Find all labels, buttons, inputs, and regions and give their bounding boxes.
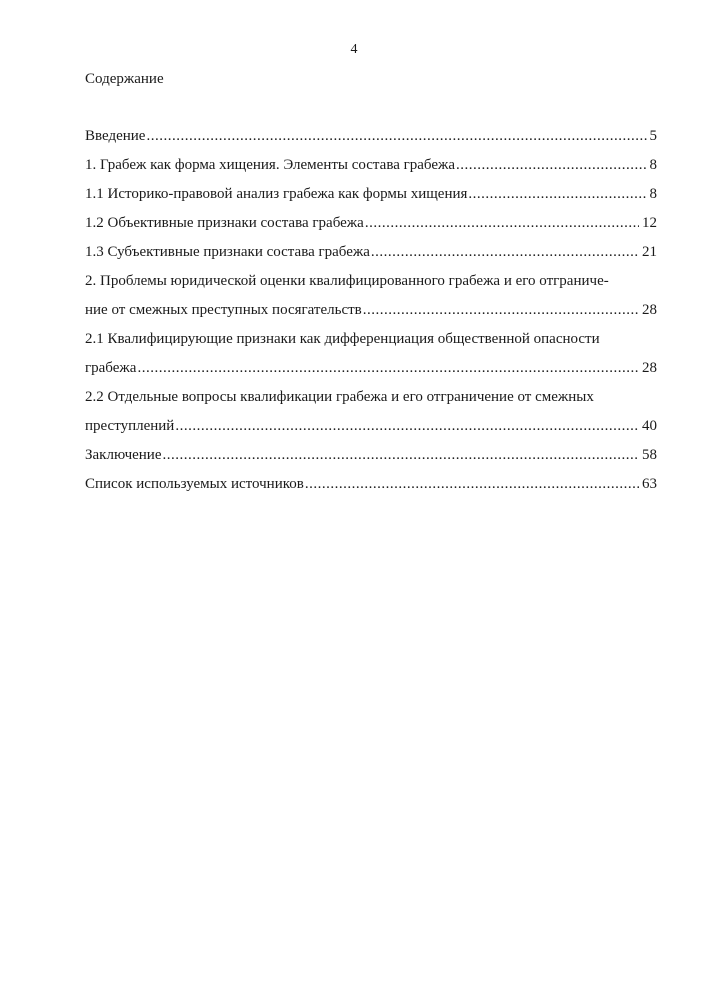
toc-entry-page: 28 — [642, 302, 657, 318]
toc-entry-text: 1.1 Историко-правовой анализ грабежа как формы хищения — [85, 186, 468, 202]
toc-leader-dots — [146, 122, 646, 151]
toc-entry-page: 8 — [649, 157, 657, 173]
toc-entry-text: грабежа — [85, 360, 137, 376]
toc-entry — [85, 122, 657, 151]
toc-entry-text: 1. Грабеж как форма хищения. Элементы состава грабежа — [85, 157, 456, 173]
toc-entry-text: 1.2 Объективные признаки состава грабежа — [85, 215, 364, 231]
toc-leader-dots — [305, 470, 639, 499]
toc-entry-first-line: 2.1 Квалифицирующие признаки как дифференциация общественной опасности — [85, 331, 600, 347]
table-of-contents — [85, 122, 657, 499]
toc-entry-text: 1.3 Субъективные признаки состава грабежа — [85, 244, 370, 260]
toc-entry-first-line: 2. Проблемы юридической оценки квалифицированного грабежа и его отграниче- — [85, 273, 609, 289]
toc-leader-dots — [371, 238, 639, 267]
toc-entry-page: 28 — [642, 360, 657, 376]
toc-entry-text: Введение — [85, 128, 146, 144]
page-number: 4 — [350, 42, 358, 57]
toc-entry-first-line: 2.2 Отдельные вопросы квалификации грабежа и его отграничение от смежных — [85, 389, 594, 405]
toc-entry — [85, 238, 657, 267]
toc-entry-page: 8 — [649, 186, 657, 202]
toc-entry — [85, 354, 657, 383]
toc-entry-text: ние от смежных преступных посягательств — [85, 302, 362, 318]
toc-leader-dots — [137, 354, 639, 383]
toc-entry-page: 40 — [642, 418, 657, 434]
toc-leader-dots — [456, 151, 646, 180]
toc-entry-page: 5 — [649, 128, 657, 144]
toc-entry-page: 63 — [642, 476, 657, 492]
toc-entry — [85, 470, 657, 499]
toc-entry — [85, 412, 657, 441]
toc-entry — [85, 180, 657, 209]
toc-entry — [85, 151, 657, 180]
toc-entry-page: 12 — [642, 215, 657, 231]
toc-entry-page: 58 — [642, 447, 657, 463]
toc-leader-dots — [365, 209, 639, 238]
toc-entry-text: Заключение — [85, 447, 162, 463]
toc-entry-page: 21 — [642, 244, 657, 260]
toc-entry-text: Список используемых источников — [85, 476, 304, 492]
toc-leader-dots — [468, 180, 646, 209]
toc-entry — [85, 209, 657, 238]
toc-leader-dots — [175, 412, 639, 441]
toc-entry — [85, 441, 657, 470]
toc-leader-dots — [163, 441, 640, 470]
toc-entry-text: преступлений — [85, 418, 175, 434]
toc-entry — [85, 296, 657, 325]
toc-heading: Содержание — [85, 71, 164, 87]
toc-leader-dots — [363, 296, 639, 325]
